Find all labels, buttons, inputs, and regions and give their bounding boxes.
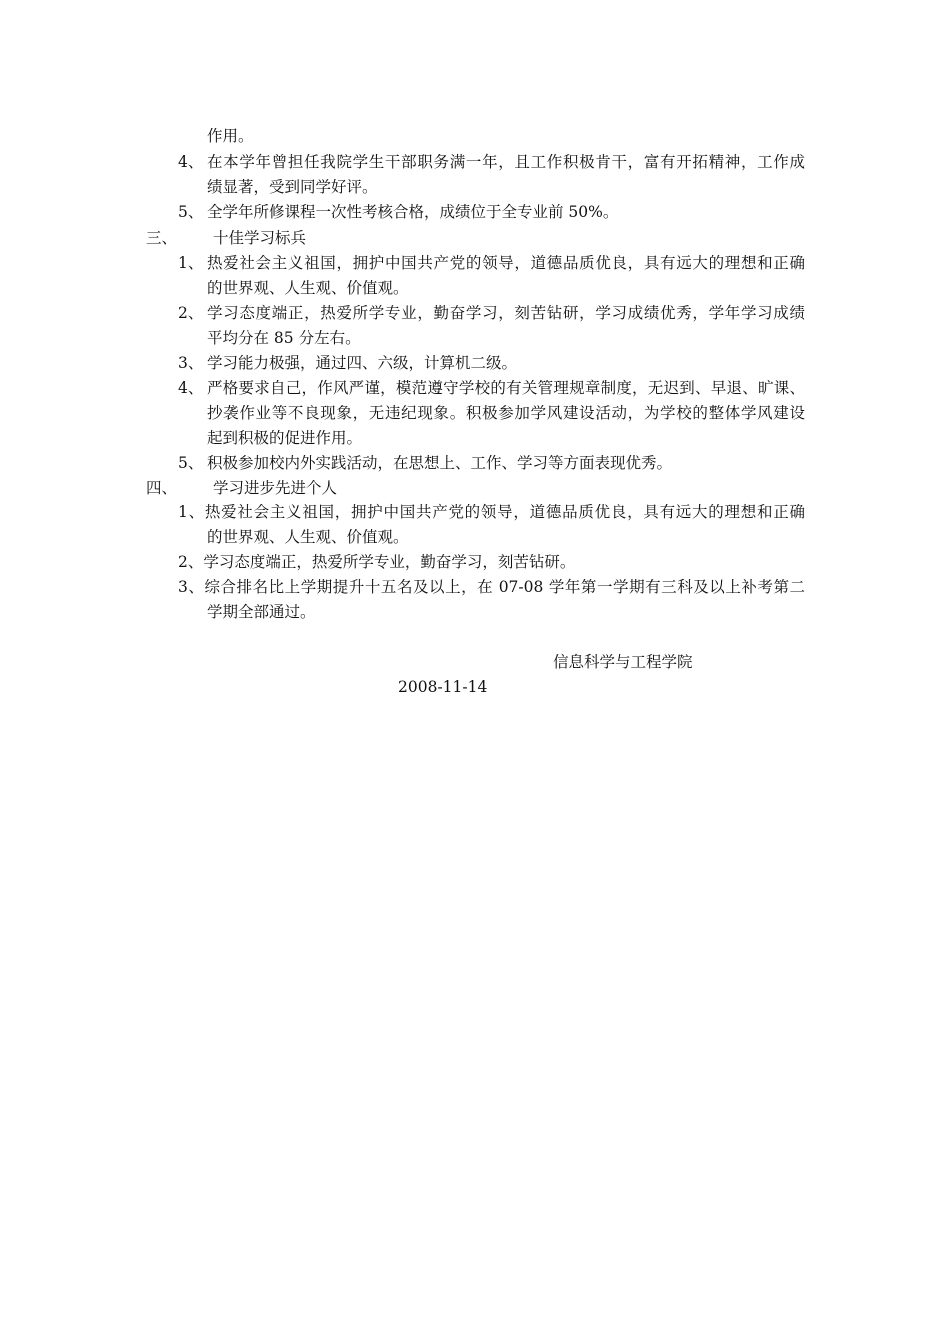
item-text: 在本学年曾担任我院学生干部职务满一年，且工作积极肯干，富有开拓精神，工作成	[207, 153, 805, 171]
item-text: 严格要求自己，作风严谨，模范遵守学校的有关管理规章制度，无迟到、早退、旷课、	[207, 379, 805, 397]
item-text: 3、综合排名比上学期提升十五名及以上，在 07-08 学年第一学期有三科及以上补考第二	[178, 578, 805, 596]
item-number: 1、	[178, 254, 204, 272]
item-text: 学期全部通过。	[207, 603, 316, 621]
item-text: 全学年所修课程一次性考核合格，成绩位于全专业前 50%。	[207, 203, 619, 221]
item-text: 抄袭作业等不良现象，无违纪现象。积极参加学风建设活动，为学校的整体学风建设	[207, 404, 805, 422]
item-number: 3、	[178, 354, 204, 372]
item-number: 4、	[178, 153, 204, 171]
item-text: 学习态度端正，热爱所学专业，勤奋学习，刻苦钻研，学习成绩优秀，学年学习成绩	[207, 304, 805, 322]
section-title: 十佳学习标兵	[213, 229, 307, 247]
item-text: 的世界观、人生观、价值观。	[207, 528, 409, 546]
item-number: 5、	[178, 203, 204, 221]
section-number: 三、	[146, 229, 178, 247]
item-number: 5、	[178, 454, 204, 472]
item-text: 热爱社会主义祖国，拥护中国共产党的领导，道德品质优良，具有远大的理想和正确	[207, 254, 805, 272]
signature-organization: 信息科学与工程学院	[553, 653, 693, 671]
section-number: 四、	[146, 479, 178, 497]
item-text: 的世界观、人生观、价值观。	[207, 279, 409, 297]
item-text: 学习能力极强，通过四、六级，计算机二级。	[207, 354, 518, 372]
continuation-text: 作用。	[207, 127, 254, 145]
item-text: 起到积极的促进作用。	[207, 429, 363, 447]
section-title: 学习进步先进个人	[213, 479, 338, 497]
item-number: 2、	[178, 304, 204, 322]
item-text: 1、热爱社会主义祖国，拥护中国共产党的领导，道德品质优良，具有远大的理想和正确	[178, 503, 805, 521]
item-text: 2、学习态度端正，热爱所学专业，勤奋学习，刻苦钻研。	[178, 553, 576, 571]
item-number: 4、	[178, 379, 204, 397]
signature-date: 2008-11-14	[398, 678, 488, 696]
item-text: 积极参加校内外实践活动，在思想上、工作、学习等方面表现优秀。	[207, 454, 673, 472]
item-text: 平均分在 85 分左右。	[207, 329, 361, 347]
item-text: 绩显著，受到同学好评。	[207, 178, 378, 196]
